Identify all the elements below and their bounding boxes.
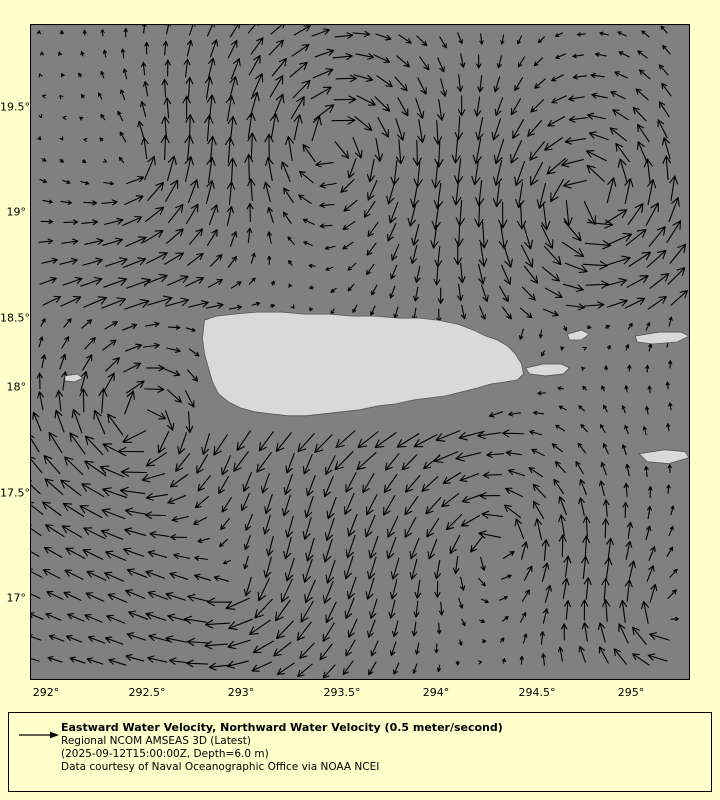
- st-croix-island: [639, 450, 689, 464]
- x-tick-label: 295°: [617, 686, 645, 699]
- culebra-island: [567, 330, 589, 340]
- y-tick-label: 18.5°: [0, 311, 30, 325]
- legend-dataset: Regional NCOM AMSEAS 3D (Latest): [61, 735, 251, 747]
- y-tick-label: 18°: [6, 380, 26, 394]
- x-tick-label: 292°: [32, 686, 60, 699]
- y-tick-label: 19°: [6, 205, 26, 219]
- x-tick-label: 293°: [227, 686, 255, 699]
- vieques-island: [525, 364, 569, 376]
- x-tick-label: 294°: [422, 686, 450, 699]
- land-masses: [31, 25, 689, 679]
- puerto-rico-island: [202, 312, 523, 416]
- y-tick-label: 19.5°: [0, 100, 30, 114]
- legend-panel: [8, 712, 712, 792]
- x-tick-label: 294.5°: [518, 686, 556, 699]
- y-tick-label: 17°: [6, 591, 26, 605]
- x-tick-label: 293.5°: [323, 686, 361, 699]
- st-thomas-island: [635, 332, 689, 344]
- right-arrow-icon: [19, 729, 59, 741]
- x-tick-label: 292.5°: [128, 686, 166, 699]
- velocity-vector-map[interactable]: [30, 24, 690, 680]
- legend-title: Eastward Water Velocity, Northward Water Velocity (0.5 meter/second): [61, 721, 503, 734]
- legend-credit: Data courtesy of Naval Oceanographic Office via NOAA NCEI: [61, 761, 380, 773]
- legend-time-depth: (2025-09-12T15:00:00Z, Depth=6.0 m): [61, 748, 269, 760]
- y-tick-label: 17.5°: [0, 486, 30, 500]
- mona-island: [65, 374, 83, 382]
